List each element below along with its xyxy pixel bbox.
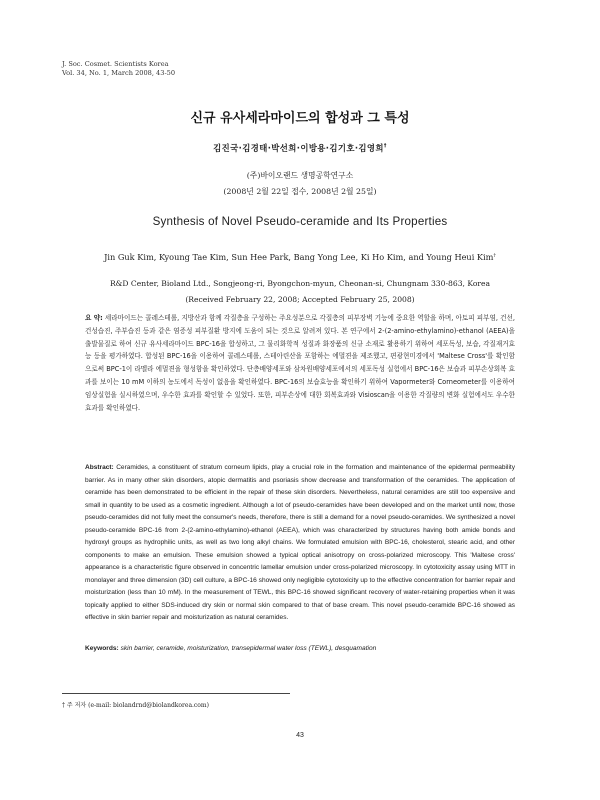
authors-english — [0, 252, 600, 262]
keywords-text: skin barrier, ceramide, moisturization, transepidermal water loss (TEWL), desquamation — [120, 645, 377, 652]
page-number: 43 — [296, 732, 304, 739]
received-ko-text: (2008년 2월 22일 접수, 2008년 2월 25일) — [223, 187, 377, 196]
journal-name: J. Soc. Cosmet. Scientists Korea — [62, 60, 169, 68]
affiliation-english — [0, 276, 600, 308]
title-korean: 신규 유사세라마이드의 합성과 그 특성 — [190, 111, 410, 126]
abstract-ko-text: 세라마이드는 콜레스테롤, 지방산과 함께 각질층을 구성하는 주요성분으로 각질층의 피부장벽 기능에 중요한 역할을 하며, 아토피 피부염, 건선, 건성습진, 주부습진 등과 같은 염증성 피부질환 방지에 도움이 되는 것으로 알려져 있다. 본 연구에서 2-(2-amino-ethylamino)-ethanol (AEEA)을 출발물질로 하여 신규 유사세라마이드 BPC-16을 합성하고, 그 물리화학적 성질과 화장품의 신규 소재로 활용하기 위하여 세포독성, 보습, 각질재거효능 등을 평가하였다. 합성된 BPC-16을 이용하여 콜레스테롤, 스테아린산을 포함하는 에멀젼을 제조했고, 편광현미경에서 'Maltese Cross'를 확인함으로써 BPC-1이 라멜라 에멀젼을 형성함을 확인하였다. 단층배양세포와 삼차원배양세포에서의 세포독성 실험에서 BPC-16은 보습과 피부손상회복 효과를 보이는 10 mM 이하의 농도에서 독성이 없음을 확인하였다. BPC-16의 보습효능을 확인하기 위하여 Vapormeter와 Corneometer를 이용하여 임상실험을 실시하였으며, 우수한 효과를 확인할 수 있었다. 또한, 피부손상에 대한 회복효과와 Visioscan을 이용한 각질량의 변화 실험에서도 우수한 효과를 확인하였다. — [85, 314, 515, 412]
keywords — [85, 645, 515, 652]
authors-korean — [0, 142, 600, 154]
journal-volume: Vol. 34, No. 1, March 2008, 43-50 — [62, 69, 176, 77]
journal-citation — [62, 60, 175, 78]
abstract-english — [85, 462, 515, 625]
corresponding-mark-ko: † — [383, 143, 387, 150]
title-english: Synthesis of Novel Pseudo-ceramide and Its Properties — [152, 215, 448, 228]
affiliation-en-text: R&D Center, Bioland Ltd., Songjeong-ri, Byongchon-myun, Cheonan-si, Chungnam 330-863, Korea — [109, 279, 491, 288]
received-en-text: (Received February 22, 2008; Accepted February 25, 2008) — [185, 295, 415, 304]
keywords-label: Keywords: — [85, 645, 119, 652]
corresponding-mark-en: † — [493, 252, 496, 259]
abstract-korean — [85, 312, 515, 414]
authors-korean-names: 김진국·김경태·박선희·이방용·김기호·김영희 — [213, 143, 384, 153]
abstract-ko-label: 요 약: — [85, 314, 103, 322]
abstract-en-label: Abstract: — [85, 464, 114, 471]
affiliation-korean — [0, 168, 600, 200]
abstract-en-text: Ceramides, a constituent of stratum corneum lipids, play a crucial role in the formation and maintenance of the epidermal permeability barrier. As in many other skin disorders, atopic dermatitis and psoriasis show decrease and transformation of the ceramides. The application of ceramide has been demonstrated to be efficient in the repair of these skin disorders. Nevertheless, natural ceramides are still too expensive and small in quantity to be used as a cosmetic ingredient. Although a lot of pseudo-ceramides have been developed and on the market until now, those pseudo-ceramides did not fully meet the consumer's needs, therefore, there is still a demand for a novel pseudo-ceramides. We synthesized a novel pseudo-ceramide BPC-16 from 2-(2-amino-ethylamino)-ethanol (AEEA), which was characterized by structures having both amide bonds and hydroxyl groups as hydrophilic units, as well as two long alkyl chains. We formulated emulsion with BPC-16, cholesterol, stearic acid, and other components to make an emulsion. These emulsion showed a typical optical anisotropy on cross-polarized microscopy. This 'Maltese cross' appearance is a characteristic figure observed in concentric lamellar emulsion under cross-polarized microscopy. In cytotoxicity assay using MTT in monolayer and three dimension (3D) cell culture, a BPC-16 showed only negligible cytotoxicity up to the effective concentration for barrier repair and moisturization (less than 10 mM). In the measurement of TEWL, this BPC-16 showed significant recovery of water-retaining properties when it was topically applied to either SDS-induced dry skin or normal skin compared to that of base cream. This novel pseudo-ceramide BPC-16 showed as effective in skin barrier repair and moisturization as natural ceramides. — [85, 464, 515, 621]
footnote-divider — [62, 693, 290, 694]
authors-english-names: Jin Guk Kim, Kyoung Tae Kim, Sun Hee Park, Bang Yong Lee, Ki Ho Kim, and Young Heui Kim — [104, 252, 494, 262]
footnote: † 주 저자 (e-mail: biolandrnd@biolandkorea.com) — [62, 702, 209, 709]
affiliation-ko-text: (주)바이오랜드 생명공학연구소 — [246, 171, 354, 180]
